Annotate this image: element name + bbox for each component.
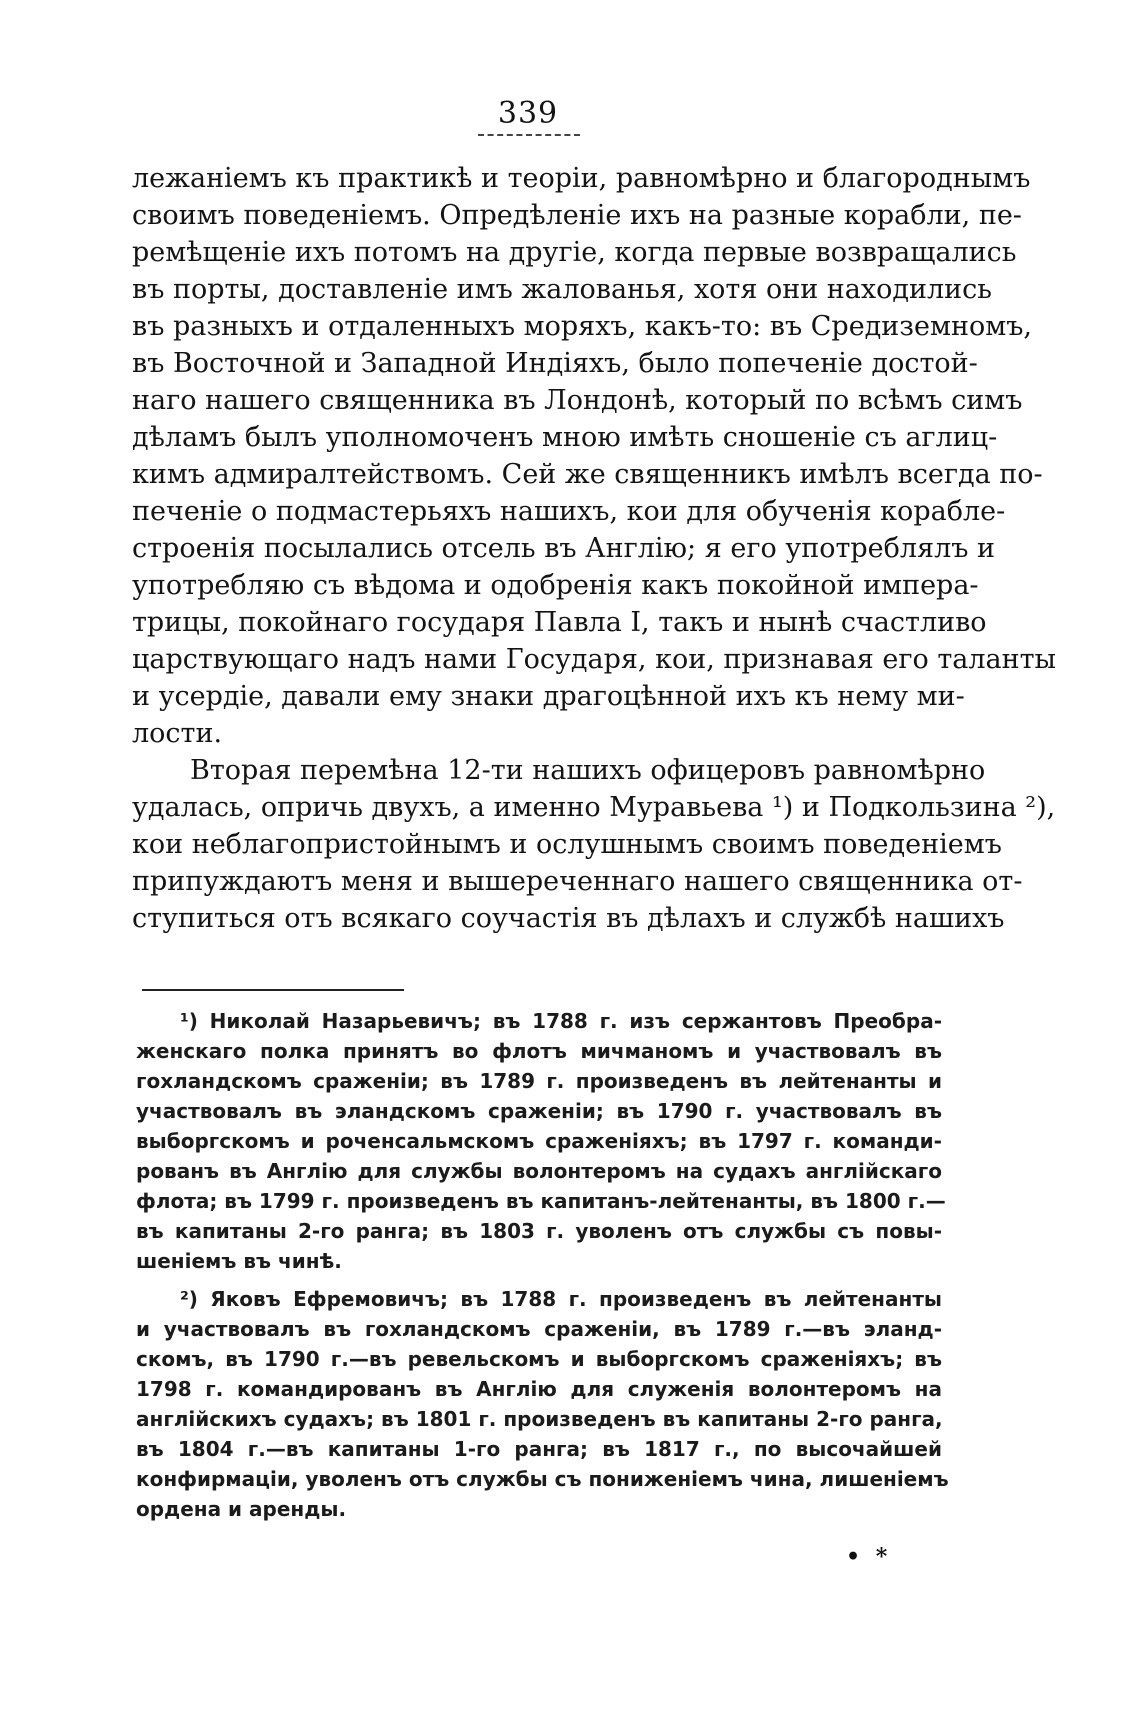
footnote-gap — [136, 1276, 942, 1284]
text-line: наго нашего священника въ Лондонѣ, который по всѣмъ симъ — [132, 385, 1023, 416]
footnote-line: шеніемъ въ чинѣ. — [136, 1249, 342, 1273]
text-line: удалась, опричь двухъ, а именно Муравьева ¹) и Подкользина ²), — [132, 792, 1056, 823]
text-line: Вторая перемѣна 12-ти нашихъ офицеровъ равномѣрно — [190, 755, 986, 786]
footnote-line: ²) Яковъ Ефремовичъ; въ 1788 г. произведенъ въ лейтенанты — [180, 1287, 942, 1311]
footnote-line: въ 1804 г.—въ капитаны 1-го ранга; въ 1817 г., по высочайшей — [136, 1437, 942, 1461]
footnote-line: скомъ, въ 1790 г.—въ ревельскомъ и выборгскомъ сраженіяхъ; въ — [136, 1347, 942, 1371]
footnote-line: конфирмаціи, уволенъ отъ службы съ пониженіемъ чина, лишеніемъ — [136, 1467, 949, 1491]
text-line: строенія посылались отсель въ Англію; я его употреблялъ и — [132, 533, 995, 564]
printer-signature-mark: • * — [846, 1544, 892, 1570]
text-line: царствующаго надъ нами Государя, кои, признавая его таланты — [132, 644, 1057, 675]
text-line: кои неблагопристойнымъ и ослушнымъ своимъ поведеніемъ — [132, 829, 1002, 860]
footnote-line: флота; въ 1799 г. произведенъ въ капитанъ-лейтенанты, въ 1800 г.— — [136, 1189, 946, 1213]
footnote-line: женскаго полка принятъ во флотъ мичманомъ и участвовалъ въ — [136, 1039, 942, 1063]
text-line: своимъ поведеніемъ. Опредѣленіе ихъ на разные корабли, пе- — [132, 200, 1022, 231]
footnote — [136, 1284, 949, 1524]
footnotes — [136, 1006, 949, 1524]
footnote-line: ¹) Николай Назарьевичъ; въ 1788 г. изъ сержантовъ Преобра- — [180, 1009, 942, 1033]
text-line: и усердіе, давали ему знаки драгоцѣнной ихъ къ нему ми- — [132, 681, 965, 712]
footnote-line: рованъ въ Англію для службы волонтеромъ на судахъ англійскаго — [136, 1159, 942, 1183]
page-number: 339 — [497, 96, 559, 131]
main-text — [132, 160, 1057, 937]
footnote-line: выборгскомъ и роченсальмскомъ сраженіяхъ; въ 1797 г. команди- — [136, 1129, 942, 1153]
text-line: ступиться отъ всякаго соучастія въ дѣлахъ и службѣ нашихъ — [132, 903, 1005, 934]
footnote-line: 1798 г. командированъ въ Англію для служенія волонтеромъ на — [136, 1377, 942, 1401]
text-line: печеніе о подмастерьяхъ нашихъ, кои для обученія корабле- — [132, 496, 1006, 527]
text-line: припуждаютъ меня и вышереченнаго нашего священника от- — [132, 866, 1023, 897]
text-line: употребляю съ вѣдома и одобренія какъ покойной импера- — [132, 570, 979, 601]
footnote-line: гохландскомъ сраженіи; въ 1789 г. произведенъ въ лейтенанты и — [136, 1069, 942, 1093]
text-line: лости. — [132, 718, 223, 749]
footnote-line: англійскихъ судахъ; въ 1801 г. произведенъ въ капитаны 2-го ранга, — [136, 1407, 943, 1431]
text-line: кимъ адмиралтействомъ. Сей же священникъ имѣлъ всегда по- — [132, 459, 1043, 490]
footnote — [136, 1006, 946, 1276]
text-line: въ порты, доставленіе имъ жалованья, хотя они находились — [132, 274, 992, 305]
text-line: лежаніемъ къ практикѣ и теоріи, равномѣрно и благороднымъ — [132, 163, 1031, 194]
footnote-separator — [142, 989, 404, 991]
text-line: дѣламъ былъ уполномоченъ мною имѣть сношеніе съ аглиц- — [132, 422, 998, 453]
text-line: въ Восточной и Западной Индіяхъ, было попеченіе достой- — [132, 348, 978, 379]
footnote-line: ордена и аренды. — [136, 1497, 347, 1521]
text-line: въ разныхъ и отдаленныхъ моряхъ, какъ-то: въ Средиземномъ, — [132, 311, 1033, 342]
footnote-line: участвовалъ въ эландскомъ сраженіи; въ 1790 г. участвовалъ въ — [136, 1099, 942, 1123]
footnote-line: въ капитаны 2-го ранга; въ 1803 г. уволенъ отъ службы съ повы- — [136, 1219, 942, 1243]
footnote-line: и участвовалъ въ гохландскомъ сраженіи, въ 1789 г.—въ эланд- — [136, 1317, 942, 1341]
text-line: ремѣщеніе ихъ потомъ на другіе, когда первые возвращались — [132, 237, 1017, 268]
page-number-rule — [478, 134, 580, 136]
text-line: трицы, покойнаго государя Павла I, такъ и нынѣ счастливо — [132, 607, 987, 638]
